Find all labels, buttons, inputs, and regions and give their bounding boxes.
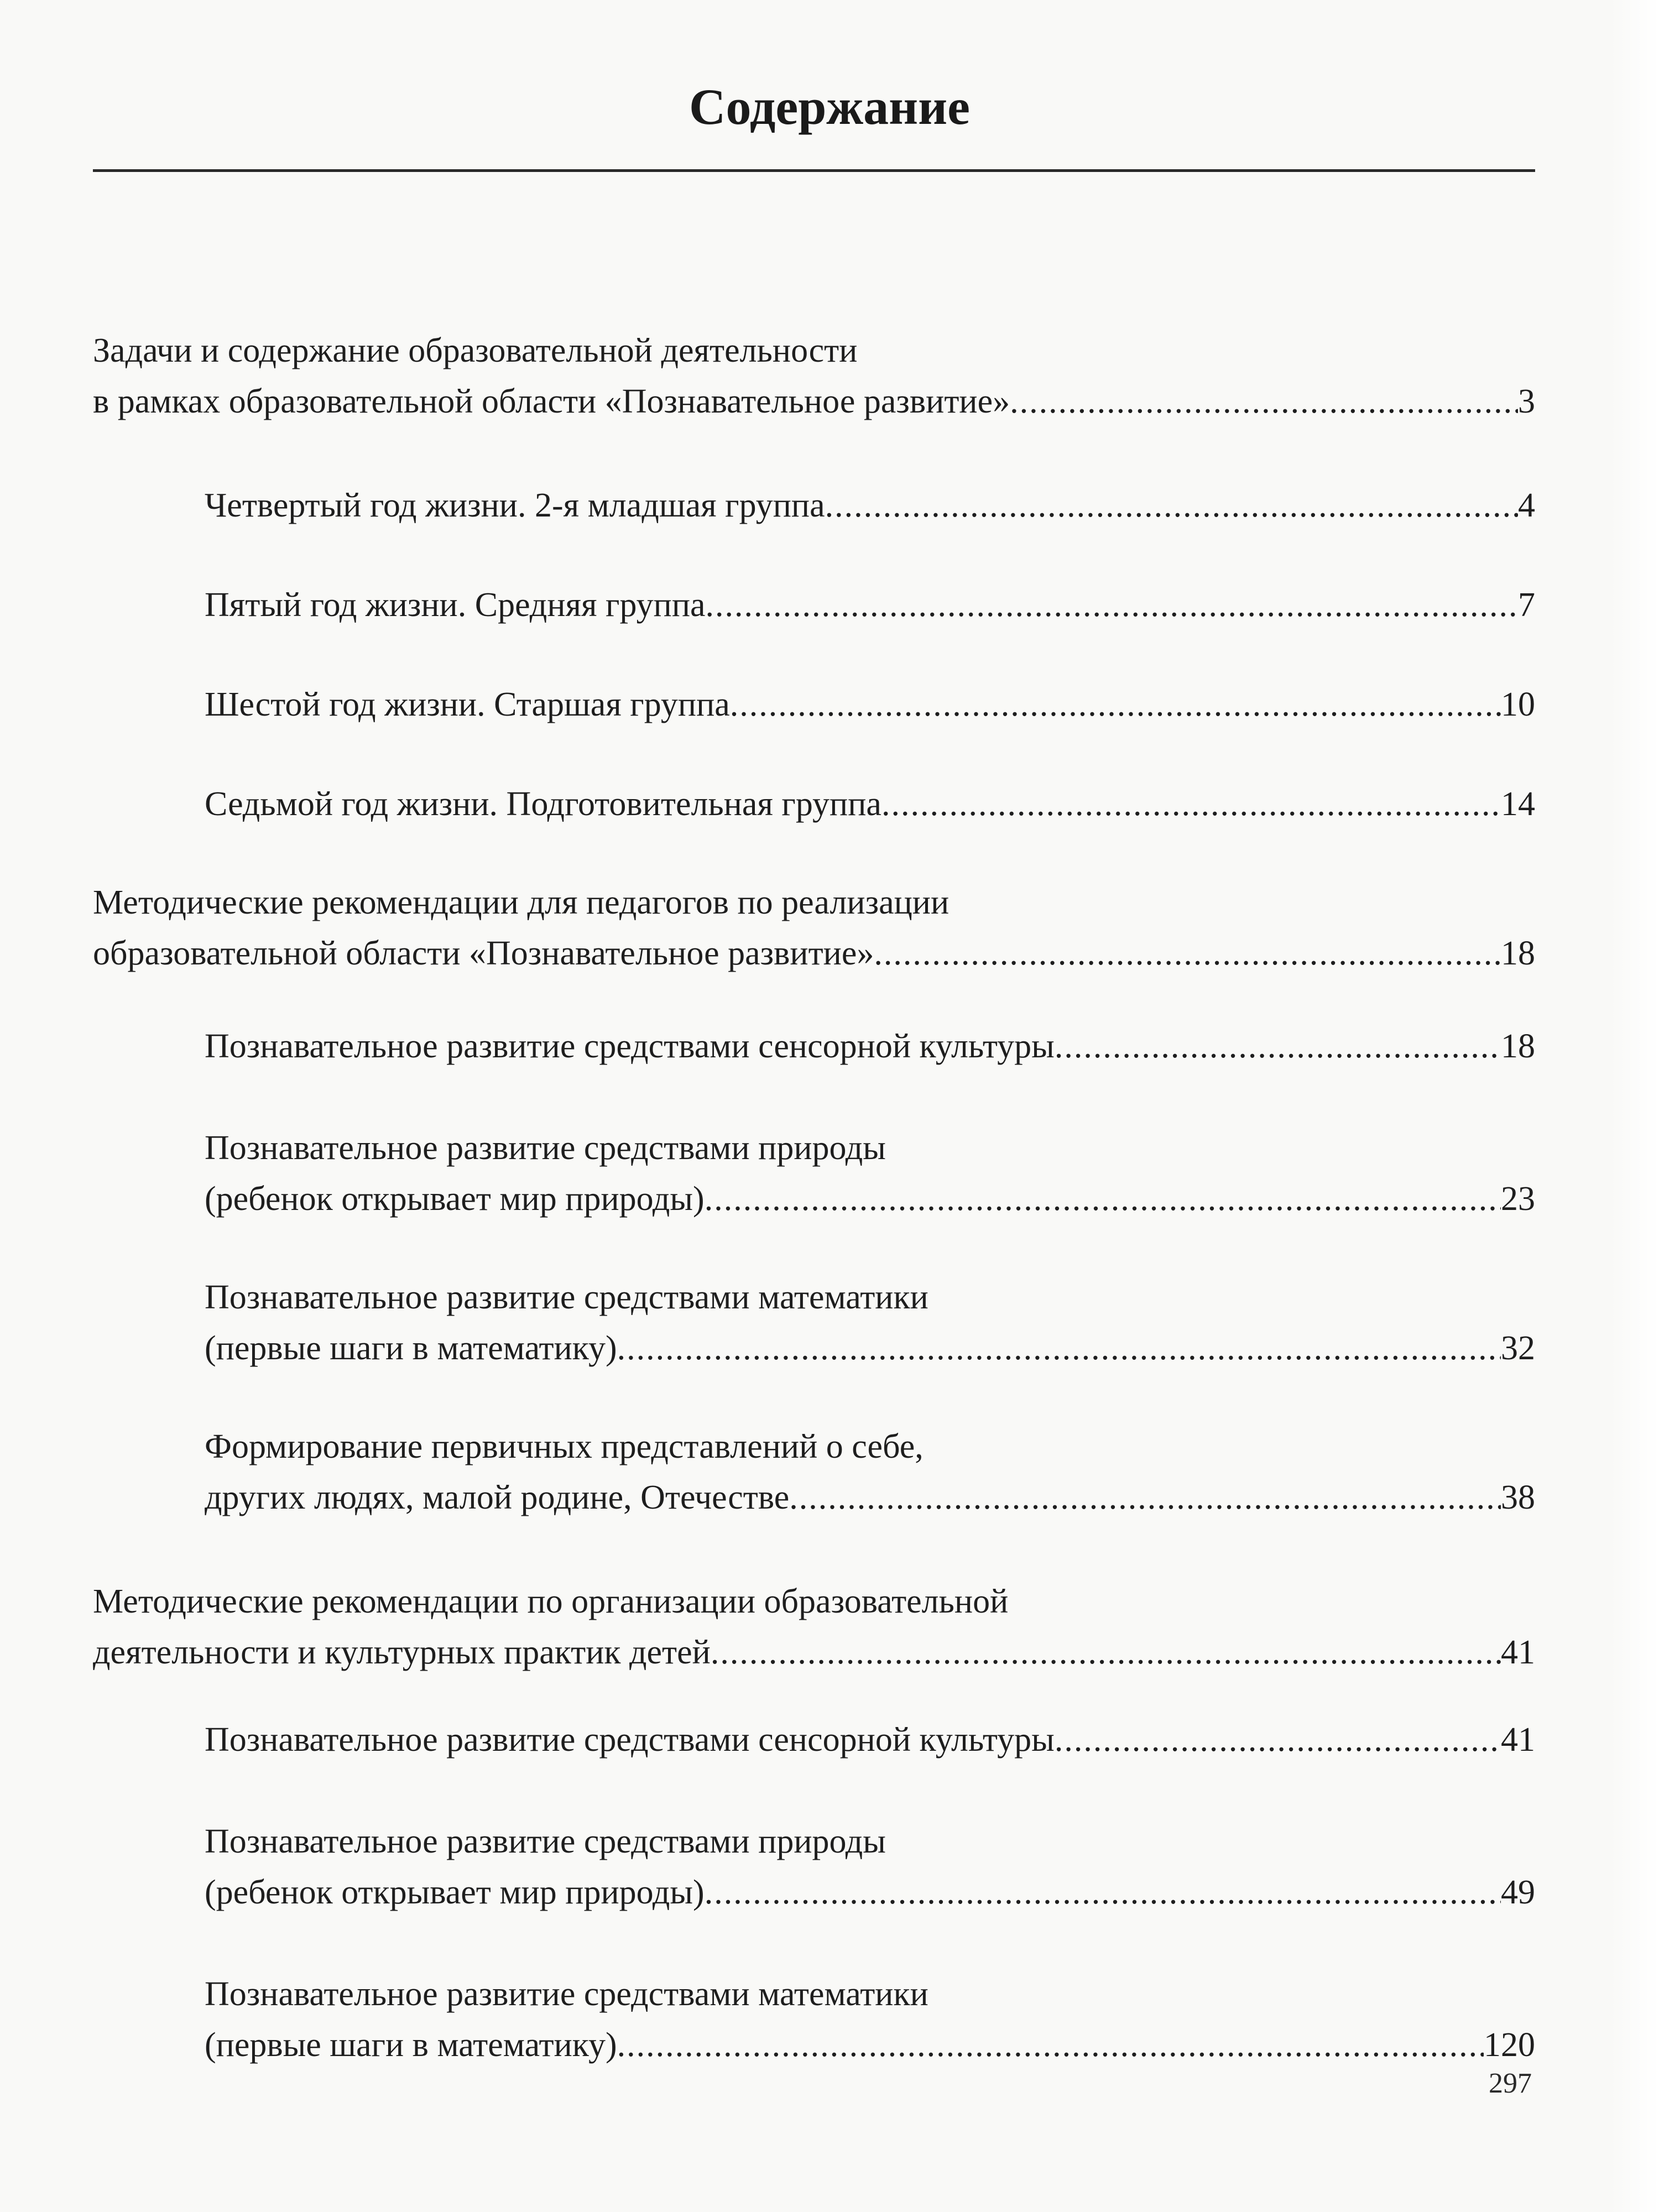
toc-entry-page: 7 bbox=[1518, 586, 1535, 624]
toc-entry-nature bbox=[205, 1123, 1535, 1224]
dot-leader bbox=[705, 1173, 1501, 1224]
page-title: Содержание bbox=[689, 79, 970, 135]
dot-leader bbox=[1055, 1021, 1501, 1072]
toc-entry-page: 10 bbox=[1501, 686, 1535, 723]
toc-entry-self-representations bbox=[205, 1421, 1535, 1523]
toc-entry-page: 18 bbox=[1501, 935, 1535, 972]
toc-entry-page: 41 bbox=[1501, 1721, 1535, 1759]
toc-entry-text: Познавательное развитие средствами сенсорной культуры bbox=[205, 1027, 1055, 1065]
dot-leader bbox=[789, 1472, 1501, 1523]
toc-entry-line2 bbox=[205, 1867, 1535, 1918]
toc-entry-line bbox=[205, 779, 1535, 830]
toc-entry-fourth-year bbox=[205, 480, 1535, 531]
toc-entry-nature-2 bbox=[205, 1816, 1535, 1918]
toc-entry-line2 bbox=[205, 1472, 1535, 1523]
toc-entry-text: (ребенок открывает мир природы) bbox=[205, 1874, 705, 1911]
toc-entry-line bbox=[205, 1714, 1535, 1765]
toc-entry-line1: Познавательное развитие средствами математики bbox=[205, 1975, 928, 2013]
toc-entry-mathematics-2 bbox=[205, 1969, 1535, 2070]
toc-entry-page: 120 bbox=[1484, 2026, 1535, 2064]
toc-entry-line2 bbox=[205, 1323, 1535, 1374]
toc-entry-text: (первые шаги в математику) bbox=[205, 1329, 617, 1367]
toc-entry-text: Познавательное развитие средствами сенсорной культуры bbox=[205, 1721, 1055, 1759]
toc-entry-page: 38 bbox=[1501, 1479, 1535, 1516]
toc-entry-line1: Задачи и содержание образовательной деятельности bbox=[93, 332, 858, 369]
toc-entry-text: Пятый год жизни. Средняя группа bbox=[205, 586, 706, 624]
dot-leader bbox=[1055, 1714, 1501, 1765]
toc-entry-line1: Познавательное развитие средствами математики bbox=[205, 1279, 928, 1316]
toc-entry-sixth-year bbox=[205, 679, 1535, 730]
toc-entry-seventh-year bbox=[205, 779, 1535, 830]
toc-entry-page: 41 bbox=[1501, 1634, 1535, 1671]
dot-leader bbox=[730, 679, 1501, 730]
toc-entry-sensory-culture-2 bbox=[205, 1714, 1535, 1765]
toc-entry-page: 18 bbox=[1501, 1027, 1535, 1065]
dot-leader bbox=[881, 779, 1501, 830]
toc-entry-line bbox=[205, 679, 1535, 730]
toc-entry-text: других людях, малой родине, Отечестве bbox=[205, 1479, 790, 1516]
toc-entry-page: 23 bbox=[1501, 1180, 1535, 1218]
dot-leader bbox=[617, 1323, 1501, 1374]
toc-entry-text: (первые шаги в математику) bbox=[205, 2026, 617, 2064]
toc-entry-text: деятельности и культурных практик детей bbox=[93, 1634, 711, 1671]
toc-entry-line bbox=[205, 1021, 1535, 1072]
toc-entry-page: 14 bbox=[1501, 785, 1535, 823]
toc-entry-line1: Познавательное развитие средствами природы bbox=[205, 1129, 886, 1167]
toc-entry-text: Четвертый год жизни. 2-я младшая группа bbox=[205, 487, 825, 524]
toc-entry-line2 bbox=[205, 1173, 1535, 1224]
toc-entry-page: 32 bbox=[1501, 1329, 1535, 1367]
toc-entry-line bbox=[205, 580, 1535, 630]
toc-entry-line2 bbox=[205, 2020, 1535, 2070]
toc-entry-text: Седьмой год жизни. Подготовительная группа bbox=[205, 785, 881, 823]
toc-entry-line bbox=[205, 480, 1535, 531]
toc-entry-tasks-content bbox=[93, 325, 1535, 427]
dot-leader bbox=[711, 1627, 1501, 1678]
toc-entry-page: 3 bbox=[1518, 383, 1535, 420]
toc-entry-organization-recommendations bbox=[93, 1576, 1535, 1678]
dot-leader bbox=[825, 480, 1518, 531]
dot-leader bbox=[617, 2020, 1484, 2070]
toc-entry-sensory-culture bbox=[205, 1021, 1535, 1072]
toc-entry-line2 bbox=[93, 376, 1535, 427]
toc-entry-text: (ребенок открывает мир природы) bbox=[205, 1180, 705, 1218]
toc-entry-line2 bbox=[93, 928, 1535, 979]
toc-entry-line1: Методические рекомендации для педагогов по реализации bbox=[93, 884, 950, 921]
toc-entry-mathematics bbox=[205, 1272, 1535, 1374]
toc-entry-fifth-year bbox=[205, 580, 1535, 630]
page-number: 297 bbox=[1489, 2068, 1532, 2099]
toc-entry-line1: Познавательное развитие средствами природы bbox=[205, 1823, 886, 1860]
toc-entry-page: 49 bbox=[1501, 1874, 1535, 1911]
title-divider bbox=[93, 169, 1535, 172]
toc-entry-methodical-recommendations bbox=[93, 877, 1535, 979]
dot-leader bbox=[706, 580, 1518, 630]
dot-leader bbox=[874, 928, 1501, 979]
dot-leader bbox=[1010, 376, 1518, 427]
toc-entry-text: Шестой год жизни. Старшая группа bbox=[205, 686, 730, 723]
toc-entry-line1: Формирование первичных представлений о себе, bbox=[205, 1428, 924, 1465]
toc-entry-line2 bbox=[93, 1627, 1535, 1678]
dot-leader bbox=[705, 1867, 1501, 1918]
toc-entry-text: в рамках образовательной области «Познавательное развитие» bbox=[93, 383, 1010, 420]
toc-entry-page: 4 bbox=[1518, 487, 1535, 524]
toc-entry-text: образовательной области «Познавательное развитие» bbox=[93, 935, 874, 972]
toc-entry-line1: Методические рекомендации по организации образовательной bbox=[93, 1583, 1009, 1620]
